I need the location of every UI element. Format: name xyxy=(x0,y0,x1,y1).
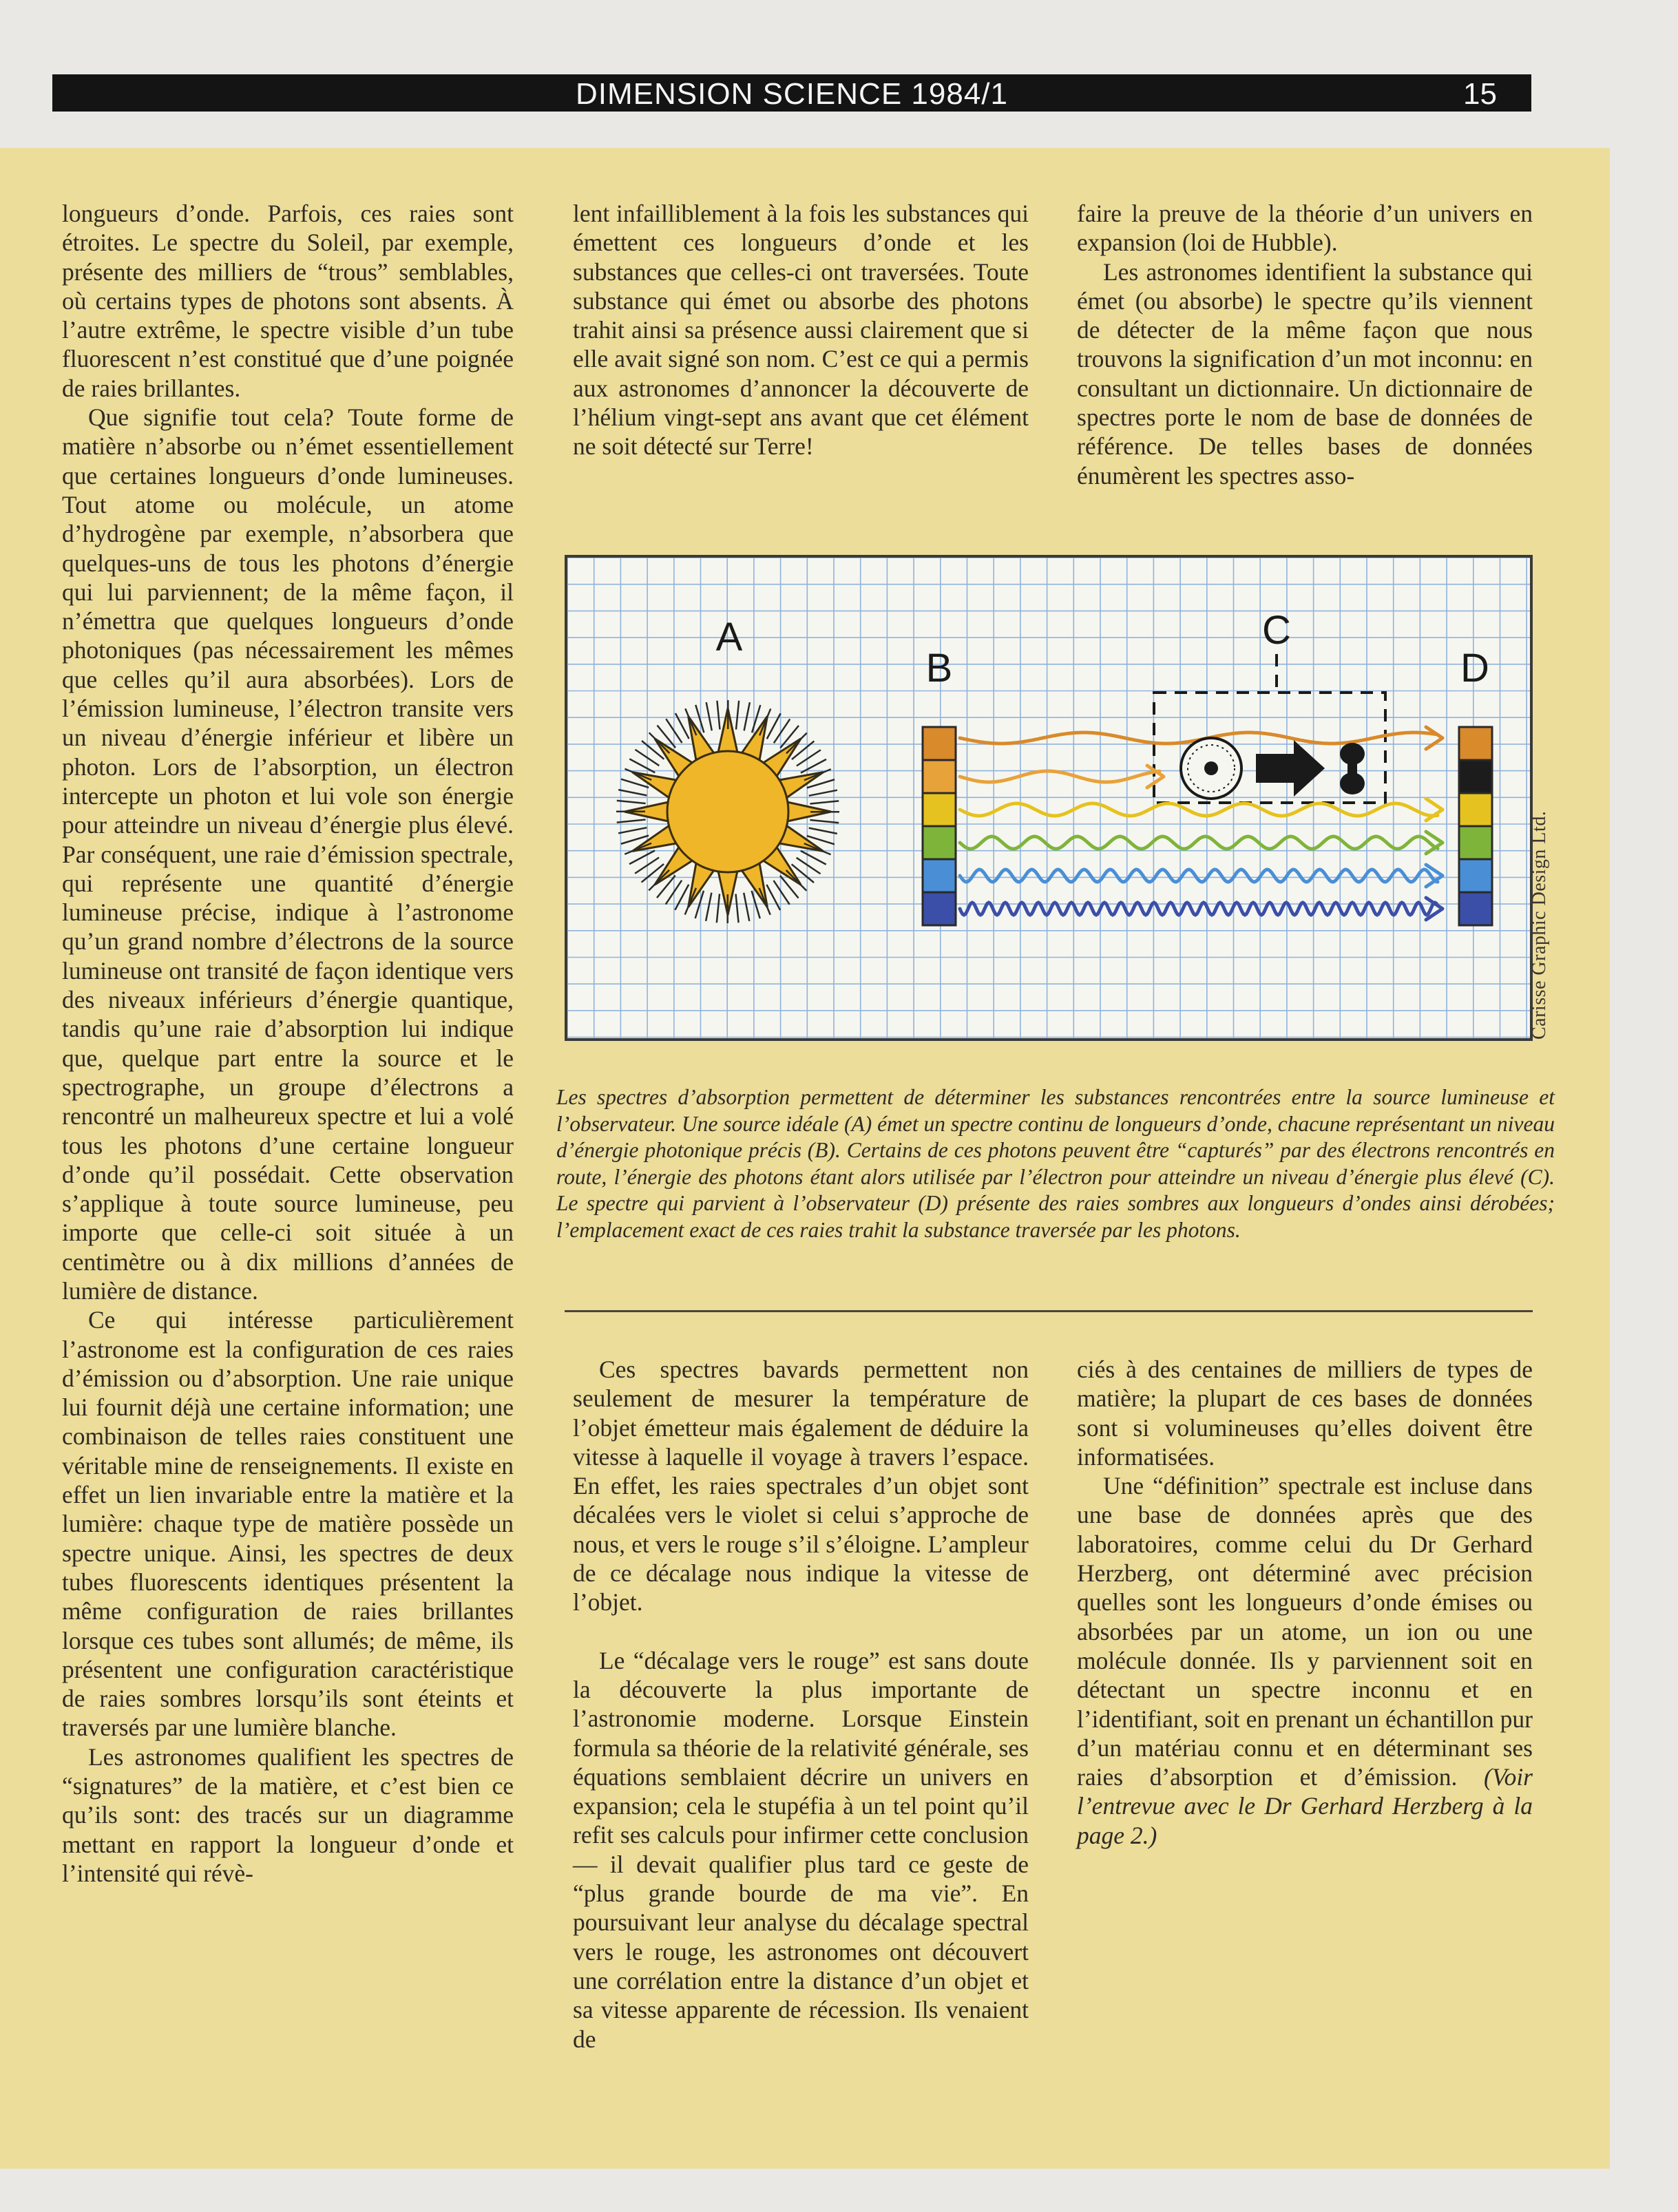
image-credit xyxy=(1529,1012,1678,1040)
article-column-3-bottom xyxy=(1077,1355,1533,1850)
paragraph: Ces spectres bavards permettent non seulement de mesurer la température de l’objet émetteur mais également de déduire la vitesse à laquelle il voyage à travers l’espace. En effet, les raies spectrales d’un objet sont décalées vers le violet si celui s’approche de nous, et vers le rouge s’il s’éloigne. L’ampleur de ce décalage nous indique la vitesse de l’objet. xyxy=(573,1356,1029,1616)
paragraph: longueurs d’onde. Parfois, ces raies sont étroites. Le spectre du Soleil, par exemple, présente des milliers de “trous” semblables, où certains types de photons sont absents. À l’autre extrême, le spectre visible d’un tube fluorescent n’est constitué que d’une poignée de raies brillantes. xyxy=(62,200,514,402)
label-d: D xyxy=(1460,646,1489,691)
spectrum-diagram xyxy=(565,555,1533,1041)
cross-reference: (Voir l’entrevue avec le Dr Gerhard Herzberg à la page 2.) xyxy=(1077,1763,1533,1849)
spectrum-diagram-graphic xyxy=(567,558,1530,1038)
article-column-3-top xyxy=(1077,199,1533,490)
paragraph: Les astronomes qualifient les spectres de “signatures” de la matière, et c’est bien ce qu’ils sont: des tracés sur un diagramme mettant en rapport la longueur d’onde et l’intensité qui révè- xyxy=(62,1742,514,1887)
paragraph xyxy=(1077,1471,1533,1850)
observed-spectrum-bar xyxy=(1459,727,1492,925)
article-column-2-bottom xyxy=(573,1355,1029,2054)
molecule-icon xyxy=(1340,743,1365,794)
paragraph: faire la preuve de la théorie d’un univers en expansion (loi de Hubble). xyxy=(1077,200,1533,257)
label-a: A xyxy=(715,615,743,660)
paragraph: lent infailliblement à la fois les substances qui émettent ces longueurs d’onde et les substances que celles-ci ont traversées. Toute substance qui émet ou absorbe des photons trahit ainsi sa présence aussi clairement que si elle avait signé son nom. C’est ce qui a permis aux astronomes d’annoncer la découverte de l’hélium vingt-sept ans avant que cet élément ne soit détecté sur Terre! xyxy=(573,200,1029,461)
article-column-1 xyxy=(62,199,514,1888)
section-divider xyxy=(565,1310,1533,1312)
running-header xyxy=(52,74,1531,112)
paragraph: Le “décalage vers le rouge” est sans doute la découverte la plus importante de l’astronomie moderne. Lorsque Einstein formula sa théorie de la relativité générale, ses équations semblaient décrire un univers en expansion; cela le stupéfia à un tel point qu’il refit ses calculs pour infirmer cette conclusion — il devait qualifier plus tard ce geste de “plus grande bourde de ma vie”. En poursuivant leur analyse du décalage spectral vers le rouge, les astronomes ont découvert une corrélation entre la distance d’un objet et sa vitesse apparente de récession. Ils venaient de xyxy=(573,1646,1029,2053)
atom-icon xyxy=(1181,738,1241,799)
magazine-title: DIMENSION SCIENCE 1984/1 xyxy=(576,77,1008,111)
arrow-icon xyxy=(1256,740,1325,797)
paragraph: Que signifie tout cela? Toute forme de matière n’absorbe ou n’émet essentiellement que certaines longueurs d’onde lumineuses. Tout atome ou molécule, un atome d’hydrogène par exemple, n’absorbera que quelques-uns de tous les photons d’énergie qui lui parviennent; de la même façon, il n’émettra que quelques longueurs d’onde photoniques (pas nécessairement les mêmes que celles qu’il aura absorbées). Lors de l’émission lumineuse, l’électron transite vers un niveau d’énergie inférieur et libère un photon. Lors de l’absorption, un électron intercepte un photon et lui vole son énergie pour atteindre un niveau d’énergie plus élevé. Par conséquent, une raie d’émission spectrale, qui représente une quantité d’énergie lumineuse précise, indique à l’astronome qu’un grand nombre d’électrons de la source lumineuse ont transité de façon identique vers des niveaux inférieurs d’énergie quantique, tandis qu’une raie d’absorption lui indique que, quelque part entre la source et le spectrographe, un groupe d’électrons a rencontré un malheureux spectre et lui a volé tous les photons d’une certaine longueur d’onde qu’il possédait. Cette observation s’applique à toute source lumineuse, peu importe que celle-ci soit située à un centimètre ou à dix millions d’années de lumière de distance. xyxy=(62,403,514,1305)
label-b: B xyxy=(925,646,953,691)
paragraph: Les astronomes identifient la substance qui émet (ou absorbe) le spectre qu’ils viennent de détecter de la même façon que nous trouvons la signification d’un mot inconnu: en consultant un dictionnaire. Un dictionnaire de spectres porte le nom de base de données de référence. De telles bases de données énumèrent les spectres asso- xyxy=(1077,257,1533,489)
label-c: C xyxy=(1262,608,1291,653)
paragraph: ciés à des centaines de milliers de types de matière; la plupart de ces bases de données sont si volumineuses qu’elles doivent être informatisées. xyxy=(1077,1356,1533,1471)
paragraph-text: Une “définition” spectrale est incluse dans une base de données après que des laboratoires, comme celui du Dr Gerhard Herzberg, ont déterminé avec précision quelles sont les longueurs d’onde émises ou absorbées par un atome, un ion ou une molécule donnée. Ils y parviennent soit en détectant un spectre inconnu et en l’identifiant, soit en prenant un échantillon pur d’un matériau connu et en déterminant ses raies d’absorption et d’émission. xyxy=(1077,1472,1533,1791)
emitted-spectrum-bar xyxy=(923,727,956,925)
paragraph: Ce qui intéresse particulièrement l’astronome est la configuration de ces raies d’émission ou d’absorption. Une raie unique lui fournit déjà une certaine information; une combinaison de telles raies constituent une véritable mine de renseignements. Il existe en effet un lien invariable entre la matière et la lumière: chaque type de matière possède un spectre unique. Ainsi, les spectres de deux tubes fluorescents identiques présentent la même configuration de raies brillantes lorsque ces tubes sont allumés; de même, ils présentent une configuration caractéristique de raies sombres lorsqu’ils sont éteints et traversés par une lumière blanche. xyxy=(62,1306,514,1742)
article-column-2-top xyxy=(573,199,1029,461)
sun-icon xyxy=(616,700,839,923)
page-number: 15 xyxy=(1463,77,1497,111)
figure-caption: Les spectres d’absorption permettent de déterminer les substances rencontrées entre la source lumineuse et l’observateur. Une source idéale (A) émet un spectre continu de longueurs d’onde, chacune représentant un niveau d’énergie photonique précis (B). Certains de ces photons peuvent être “capturés” par des électrons rencontrés en route, l’énergie des photons étant alors utilisée par l’électron pour atteindre un niveau d’énergie plus élevé (C). Le spectre qui parvient à l’observateur (D) présente des raies sombres aux longueurs d’ondes ainsi dérobées; l’emplacement exact de ces raies trahit la substance traversée par les photons. xyxy=(556,1085,1555,1242)
